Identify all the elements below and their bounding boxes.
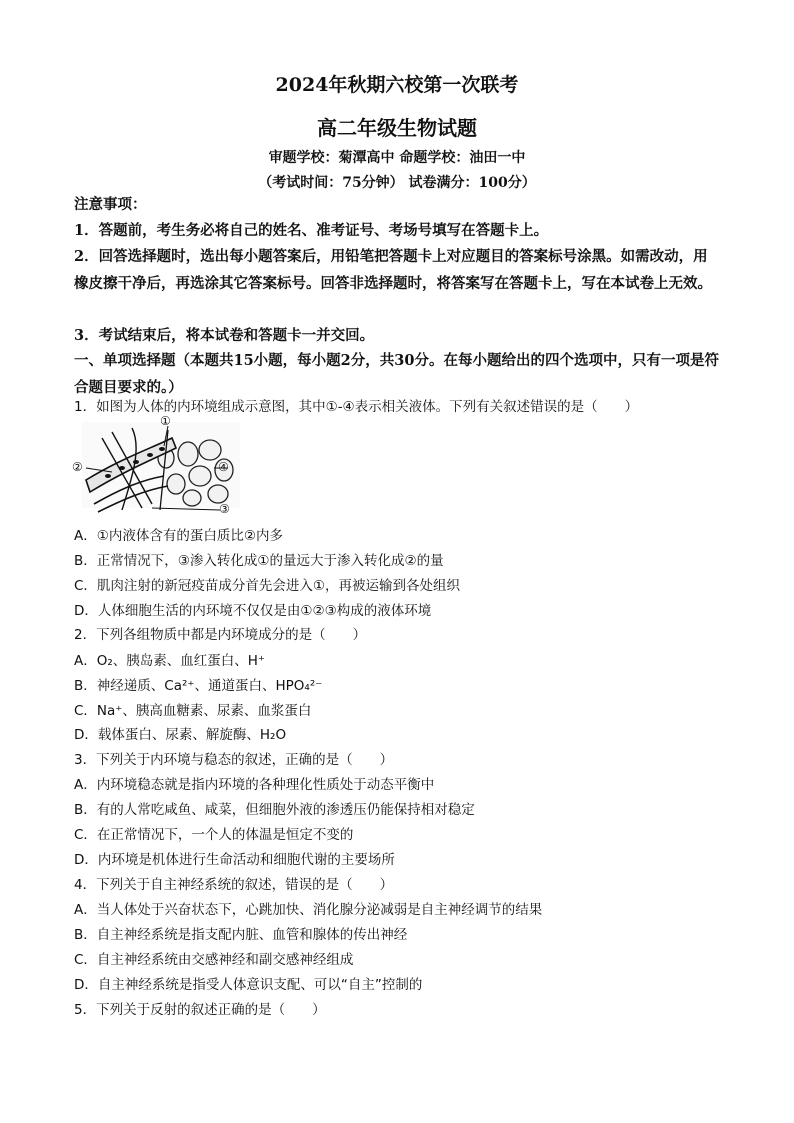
- question-1-option-b: B．正常情况下，③渗入转化成①的量远大于渗入转化成②的量: [74, 553, 444, 569]
- figure-label-4: ④: [218, 460, 229, 474]
- question-1-option-c: C．肌肉注射的新冠疫苗成分首先会进入①，再被运输到各处组织: [74, 578, 461, 594]
- figure-label-1: ①: [160, 414, 171, 428]
- notice-item-1: 1．答题前，考生务必将自己的姓名、准考证号、考场号填写在答题卡上。: [74, 222, 549, 239]
- question-1-option-d: D．人体细胞生活的内环境不仅仅是由①②③构成的液体环境: [74, 603, 432, 619]
- question-2-option-d: D．载体蛋白、尿素、解旋酶、H₂O: [74, 727, 287, 743]
- exam-title: 2024年秋期六校第一次联考: [275, 74, 519, 96]
- question-4-option-c: C．自主神经系统由交感神经和副交感神经组成: [74, 952, 354, 968]
- question-5-stem: 5．下列关于反射的叙述正确的是（ ）: [74, 1002, 326, 1018]
- notice-heading: 注意事项：: [74, 196, 147, 213]
- question-3-option-b: B．有的人常吃咸鱼、咸菜，但细胞外液的渗透压仍能保持相对稳定: [74, 802, 475, 818]
- question-3-stem: 3．下列关于内环境与稳态的叙述，正确的是（ ）: [74, 752, 394, 768]
- figure-label-2: ②: [72, 460, 83, 474]
- notice-item-3: 3．考试结束后，将本试卷和答题卡一并交回。: [74, 327, 375, 344]
- question-2-option-b: B．神经递质、Ca²⁺、通道蛋白、HPO₄²⁻: [74, 678, 323, 694]
- exam-info: （考试时间：75分钟） 试卷满分：100分）: [258, 175, 536, 191]
- exam-schools: 审题学校：菊潭高中 命题学校：油田一中: [268, 150, 526, 166]
- section-heading: 一、单项选择题（本题共15小题，每小题2分，共30分。在每小题给出的四个选项中，只有一项是符合题目要求的。）: [74, 352, 719, 396]
- question-2-stem: 2．下列各组物质中都是内环境成分的是（ ）: [74, 627, 367, 643]
- question-2-option-a: A．O₂、胰岛素、血红蛋白、H⁺: [74, 653, 266, 669]
- internal-environment-diagram: [72, 418, 242, 518]
- question-3-option-a: A．内环境稳态就是指内环境的各种理化性质处于动态平衡中: [74, 777, 435, 793]
- question-3-option-c: C．在正常情况下，一个人的体温是恒定不变的: [74, 827, 354, 843]
- question-4-stem: 4．下列关于自主神经系统的叙述，错误的是（ ）: [74, 877, 394, 893]
- internal-environment-figure: [72, 414, 242, 518]
- question-4-option-a: A．当人体处于兴奋状态下，心跳加快、消化腺分泌减弱是自主神经调节的结果: [74, 902, 543, 918]
- question-1-option-a: A．①内液体含有的蛋白质比②内多: [74, 528, 283, 544]
- question-4-option-b: B．自主神经系统是指支配内脏、血管和腺体的传出神经: [74, 927, 408, 943]
- question-3-option-d: D．内环境是机体进行生命活动和细胞代谢的主要场所: [74, 852, 395, 868]
- notice-item-2: 2．回答选择题时，选出每小题答案后，用铅笔把答题卡上对应题目的答案标号涂黑。如需改动，用橡皮擦干净后，再选涂其它答案标号。回答非选择题时，将答案写在答题卡上，写在本试卷上无效。: [74, 248, 712, 292]
- question-1-stem: 1．如图为人体的内环境组成示意图，其中①-④表示相关液体。下列有关叙述错误的是（ ）: [74, 399, 639, 415]
- question-2-option-c: C．Na⁺、胰高血糖素、尿素、血浆蛋白: [74, 703, 312, 719]
- exam-subtitle: 高二年级生物试题: [317, 116, 477, 140]
- question-4-option-d: D．自主神经系统是指受人体意识支配、可以“自主”控制的: [74, 977, 423, 993]
- figure-label-3: ③: [219, 502, 230, 516]
